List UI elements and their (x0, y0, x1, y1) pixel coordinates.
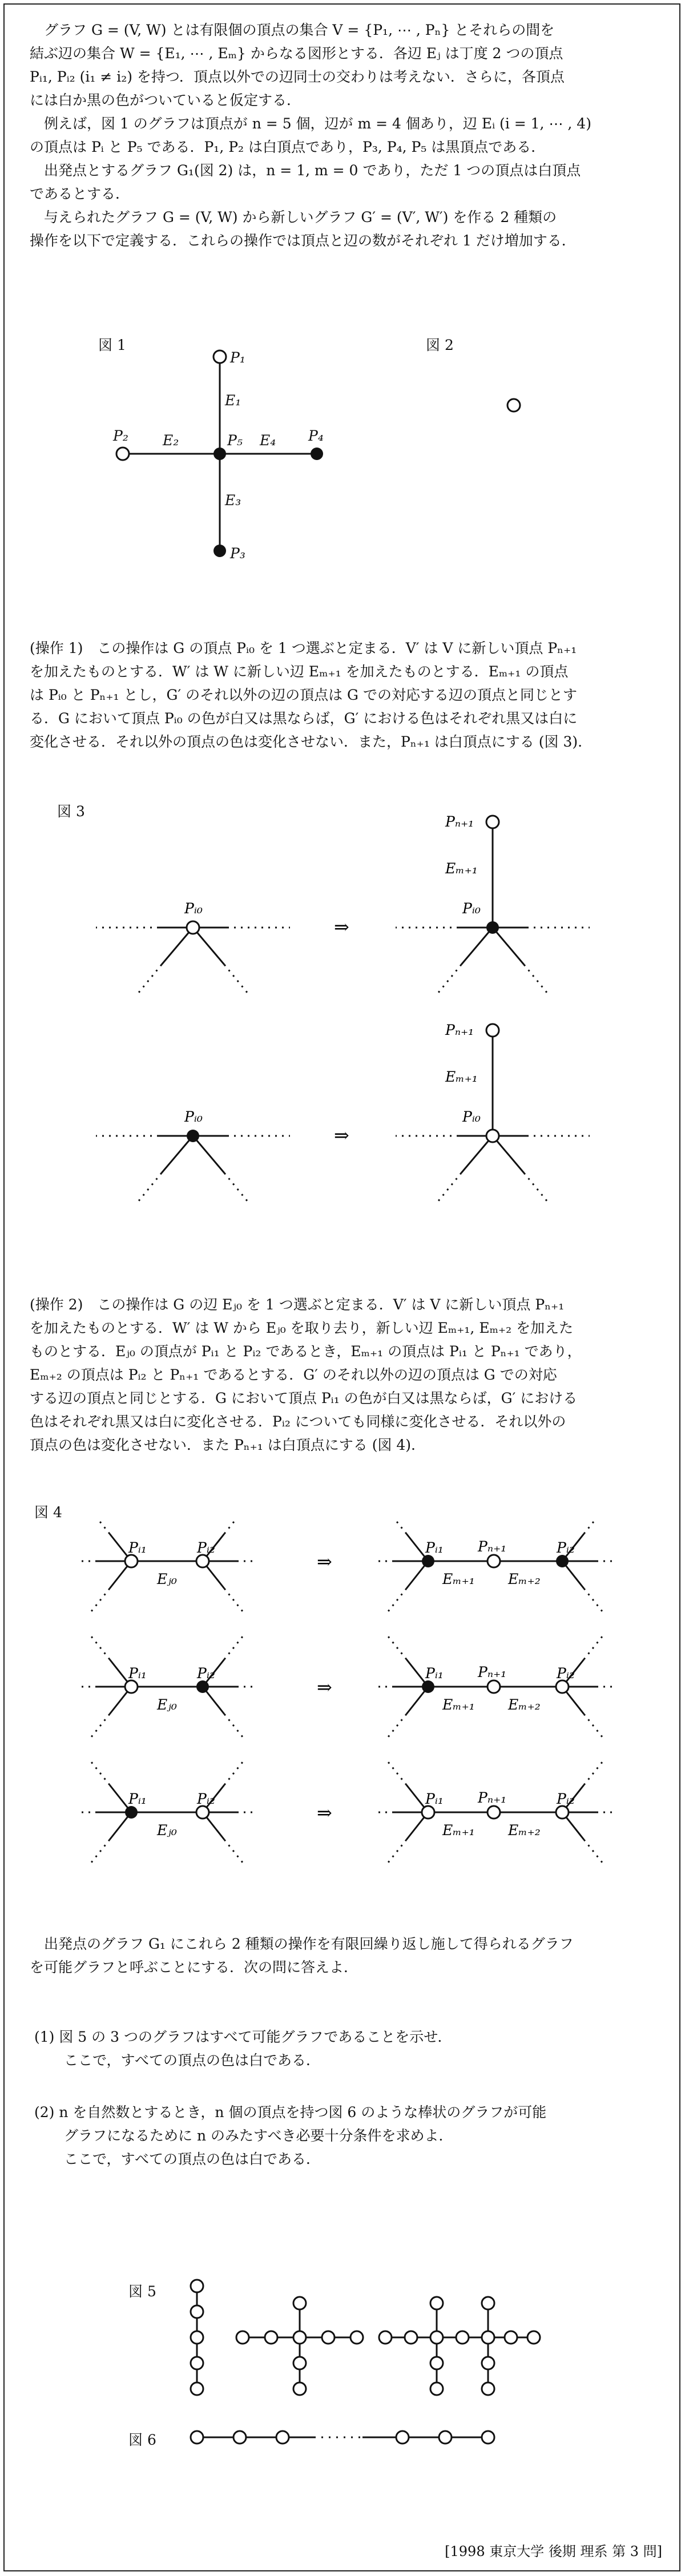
fig4-edge-dotted (91, 1589, 110, 1611)
fig4-label-em2: Eₘ₊₂ (508, 1571, 541, 1587)
text-line: (操作 2) この操作は G の辺 Eⱼ₀ を 1 つ選ぶと定まる．V′ は V に新しい頂点 Pₙ₊₁ (30, 1296, 565, 1313)
fig4-edge-dotted (388, 1636, 406, 1659)
fig1-vertex-p2 (116, 448, 129, 460)
fig6-vertex (482, 2431, 494, 2444)
fig5-graph1-vertex (191, 2305, 203, 2318)
fig5-graph3-vertex (405, 2331, 417, 2344)
fig1-label-p3: P₃ (230, 545, 245, 562)
fig1-vertex-p1 (213, 350, 226, 363)
figure-1 (0, 331, 685, 571)
fig4-edge-dotted (584, 1762, 602, 1785)
question-2 (34, 2101, 546, 2171)
fig4-label-ej0: Eⱼ₀ (157, 1571, 177, 1587)
fig2-label: 図 2 (426, 337, 454, 353)
fig4-label-pi1: Pᵢ₁ (128, 1665, 147, 1682)
fig4-edge-dotted (584, 1714, 602, 1737)
fig4-edge-dotted (91, 1714, 110, 1737)
intro-paragraph (30, 18, 658, 252)
fig4-edge-dotted (584, 1636, 602, 1659)
fig4-row2-right-pi1 (422, 1680, 434, 1693)
text-line: 出発点のグラフ G₁ にこれら 2 種類の操作を有限回繰り返し施して得られるグラフ (44, 1936, 574, 1952)
question-1-line-1: (1) 図 5 の 3 つのグラフはすべて可能グラフであることを示せ． (34, 2029, 452, 2045)
fig4-row3-right-pi2 (556, 1806, 569, 1819)
fig5-graph2-vertex (350, 2331, 363, 2344)
fig6-vertex (191, 2431, 203, 2444)
text-line: 頂点の色は変化させない．また Pₙ₊₁ は白頂点にする (図 4). (30, 1437, 416, 1453)
fig2-vertex-g1 (507, 399, 520, 412)
text-line: 例えば，図 1 のグラフは頂点が n = 5 個，辺が m = 4 個あり，辺 Eᵢ (i = 1, ⋯ , 4) (44, 115, 591, 132)
fig3-row1-arrow: ⇒ (334, 916, 349, 938)
fig3-row1-left-label: Pᵢ₀ (184, 900, 203, 917)
fig1-label-p5: P₅ (227, 432, 243, 449)
fig5-graph2-vertex (293, 2383, 306, 2395)
fig5-graph3-vertex (527, 2331, 540, 2344)
fig4-label-pi2: Pᵢ₂ (557, 1791, 575, 1807)
fig4-label-pi2: Pᵢ₂ (557, 1539, 575, 1556)
fig3-row1-right-vertex (486, 921, 499, 934)
fig1-label-p2: P₂ (113, 428, 128, 444)
text-line: る．G において頂点 Pᵢ₀ の色が白又は黒ならば，G′ における色はそれぞれ黒又は白に (30, 710, 578, 727)
fig1-label-p1: P₁ (230, 349, 245, 366)
fig3-row1-new-vertex (486, 816, 499, 828)
fig5-graph1-vertex (191, 2357, 203, 2369)
fig4-row3-right-pn1 (487, 1806, 500, 1819)
fig1-label-e4: E₄ (260, 432, 276, 449)
fig4-row3-left-pi1 (125, 1806, 138, 1819)
fig5-graph1-vertex (191, 2280, 203, 2292)
fig4-row3-left-pi2 (196, 1806, 209, 1819)
fig3-row2-left-label: Pᵢ₀ (184, 1108, 203, 1125)
text-line: を加えたものとする．W′ は W に新しい辺 Eₘ₊₁ を加えたものとする．Eₘ₊₁ の頂点 (30, 663, 569, 680)
fig3-label: 図 3 (57, 803, 85, 820)
text-line: 変化させる．それ以外の頂点の色は変化させない．また，Pₙ₊₁ は白頂点にする (図 3). (30, 733, 583, 750)
text-line: を可能グラフと呼ぶことにする．次の問に答えよ． (30, 1959, 358, 1976)
fig4-edge-dotted (388, 1518, 406, 1534)
fig6-vertex (233, 2431, 246, 2444)
fig4-row2-right-pi2 (556, 1680, 569, 1693)
fig6-vertex (396, 2431, 409, 2444)
fig4-label-pi2: Pᵢ₂ (197, 1539, 215, 1556)
fig5-graph2-vertex (293, 2357, 306, 2369)
fig5-graph1-vertex (191, 2383, 203, 2395)
text-line: 色はそれぞれ黒又は白に変化させる．Pᵢ₂ についても同様に変化させる．それ以外の (30, 1413, 566, 1430)
fig4-label-pi1: Pᵢ₁ (128, 1791, 147, 1807)
fig4-arrow: ⇒ (317, 1802, 332, 1824)
op1-paragraph (30, 636, 658, 753)
fig4-label-pi1: Pᵢ₁ (128, 1539, 147, 1556)
fig3-row2-arrow: ⇒ (334, 1124, 349, 1146)
fig4-label-pi2: Pᵢ₂ (197, 1791, 215, 1807)
question-2-line-1: (2) n を自然数とするとき，n 個の頂点を持つ図 6 のような棒状のグラフが可能 (34, 2104, 547, 2121)
fig5-graph3-vertex (430, 2331, 443, 2344)
fig1-vertex-p4 (311, 448, 323, 460)
question-2-line-2: グラフになるために n のみたすべき必要十分条件を求めよ． (64, 2127, 453, 2144)
text-line: を加えたものとする．W′ は W から Eⱼ₀ を取り去り，新しい辺 Eₘ₊₁, Eₘ₊₂ を加えた (30, 1320, 574, 1336)
fig4-row2-left-pi1 (125, 1680, 138, 1693)
fig4-row1-left-pi1 (125, 1555, 138, 1567)
fig1-label: 図 1 (98, 337, 126, 353)
fig4-label-pi2: Pᵢ₂ (197, 1665, 215, 1682)
text-line: グラフ G = (V, W) とは有限個の頂点の集合 V = {P₁, ⋯ , Pₙ} とそれらの間を (44, 22, 555, 38)
text-line: Eₘ₊₂ の頂点は Pᵢ₂ と Pₙ₊₁ であるとする．G′ のそれ以外の辺の頂点は G での対応 (30, 1366, 557, 1383)
figure-4 (0, 1518, 685, 1884)
closing-paragraph (30, 1932, 658, 1979)
fig4-edge-dotted (584, 1840, 602, 1863)
fig5-graph2-vertex (322, 2331, 335, 2344)
text-line: は Pᵢ₀ と Pₙ₊₁ とし，G′ のそれ以外の辺の頂点は G での対応する辺の頂点と同じとす (30, 687, 577, 703)
fig4-edge-dotted (91, 1518, 110, 1534)
fig3-row2-new-vertex (486, 1024, 499, 1037)
source-citation: [1998 東京大学 後期 理系 第 3 問] (445, 2543, 662, 2559)
fig4-edge-dotted (91, 1840, 110, 1863)
fig4-edge-dotted (584, 1589, 602, 1611)
fig5-graph3-vertex (456, 2331, 469, 2344)
fig5-label: 図 5 (128, 2283, 156, 2300)
fig4-edge-dotted (388, 1762, 406, 1785)
fig3-row1-pn1-label: Pₙ₊₁ (445, 813, 474, 830)
fig1-vertex-p5 (213, 448, 226, 460)
figure-5-6 (0, 2277, 685, 2460)
fig1-vertex-p3 (213, 545, 226, 557)
text-line: 操作を以下で定義する．これらの操作では頂点と辺の数がそれぞれ 1 だけ増加する． (30, 232, 576, 249)
fig1-label-e3: E₃ (225, 492, 241, 509)
fig1-label-e2: E₂ (163, 432, 179, 449)
text-line: には白か黒の色がついていると仮定する． (30, 92, 301, 108)
text-line: (操作 1) この操作は G の頂点 Pᵢ₀ を 1 つ選ぶと定まる．V′ は V に新しい頂点 Pₙ₊₁ (30, 640, 577, 656)
fig4-label-em2: Eₘ₊₂ (508, 1822, 541, 1839)
fig3-row2-right-graph (396, 1136, 590, 1204)
fig3-row2-pn1-label: Pₙ₊₁ (445, 1022, 474, 1038)
fig4-label-pi1: Pᵢ₁ (425, 1665, 444, 1682)
fig4-label: 図 4 (34, 1504, 62, 1521)
fig4-label-ej0: Eⱼ₀ (157, 1696, 177, 1713)
fig4-edge-dotted (91, 1762, 110, 1785)
fig4-row1-right-pn1 (487, 1555, 500, 1567)
fig5-graph3-vertex (482, 2297, 494, 2309)
fig6-vertex (439, 2431, 452, 2444)
text-line: する辺の頂点と同じとする．G において頂点 Pᵢ₁ の色が白又は黒ならば，G′ における (30, 1390, 578, 1406)
fig4-edge-dotted (224, 1714, 243, 1737)
fig4-label-em1: Eₘ₊₁ (442, 1696, 475, 1713)
fig4-label-pn1: Pₙ₊₁ (478, 1789, 507, 1806)
fig4-arrow: ⇒ (317, 1551, 332, 1573)
fig4-label-pi2: Pᵢ₂ (557, 1665, 575, 1682)
fig4-label-pn1: Pₙ₊₁ (478, 1664, 507, 1680)
fig3-row2-left-vertex (187, 1130, 199, 1142)
text-line: の頂点は Pᵢ と P₅ である．P₁, P₂ は白頂点であり，P₃, P₄, P₅ は黒頂点である． (30, 139, 546, 155)
fig3-row1-em1-label: Eₘ₊₁ (445, 860, 478, 877)
fig4-row2-left-pi2 (196, 1680, 209, 1693)
fig5-graph3-vertex (482, 2383, 494, 2395)
fig3-row2-pi0-label: Pᵢ₀ (462, 1108, 481, 1125)
fig5-graph3-vertex (379, 2331, 392, 2344)
question-1 (34, 2025, 452, 2072)
fig3-row1-left-vertex (187, 921, 199, 934)
fig6-label: 図 6 (128, 2432, 156, 2448)
fig4-label-pi1: Pᵢ₁ (425, 1539, 444, 1556)
fig4-edge-dotted (388, 1589, 406, 1611)
fig4-edge-dotted (388, 1840, 406, 1863)
fig4-label-em2: Eₘ₊₂ (508, 1696, 541, 1713)
fig5-graph2-vertex (265, 2331, 277, 2344)
text-line: ものとする．Eⱼ₀ の頂点が Pᵢ₁ と Pᵢ₂ であるとき，Eₘ₊₁ の頂点は Pᵢ₁ と Pₙ₊₁ であり， (30, 1343, 582, 1360)
fig4-edge-dotted (224, 1589, 243, 1611)
fig4-edge-dotted (388, 1714, 406, 1737)
fig3-row1-pi0-label: Pᵢ₀ (462, 900, 481, 917)
fig4-edge-dotted (224, 1518, 243, 1534)
fig3-row2-em1-label: Eₘ₊₁ (445, 1069, 478, 1085)
fig5-graph3-vertex (505, 2331, 517, 2344)
fig4-label-ej0: Eⱼ₀ (157, 1822, 177, 1839)
fig4-row1-left-pi2 (196, 1555, 209, 1567)
fig4-edge-dotted (91, 1636, 110, 1659)
fig4-label-em1: Eₘ₊₁ (442, 1571, 475, 1587)
fig1-label-e1: E₁ (225, 392, 241, 409)
fig4-arrow: ⇒ (317, 1676, 332, 1698)
fig3-row2-left-graph (96, 1136, 290, 1204)
text-line: 結ぶ辺の集合 W = {E₁, ⋯ , Eₘ} からなる図形とする．各辺 Eⱼ は丁度 2 つの頂点 (30, 45, 563, 62)
fig5-graph2-vertex (293, 2297, 306, 2309)
text-line: Pᵢ₁, Pᵢ₂ (i₁ ≠ i₂) を持つ．頂点以外での辺同士の交わりは考えない．さらに，各頂点 (30, 68, 565, 85)
text-line: 出発点とするグラフ G₁(図 2) は，n = 1, m = 0 であり，ただ 1 つの頂点は白頂点 (44, 162, 581, 179)
text-line: 与えられたグラフ G = (V, W) から新しいグラフ G′ = (V′, W′) を作る 2 種類の (44, 209, 557, 225)
fig5-graph2-vertex (236, 2331, 249, 2344)
fig4-edge-dotted (224, 1762, 243, 1785)
fig5-graph3-vertex (430, 2297, 443, 2309)
fig4-edge-dotted (224, 1636, 243, 1659)
fig5-graph3-vertex (430, 2357, 443, 2369)
fig4-edge-dotted (584, 1518, 602, 1534)
fig4-row1-right-pi2 (556, 1555, 569, 1567)
fig4-label-em1: Eₘ₊₁ (442, 1822, 475, 1839)
fig5-graph2-vertex (293, 2331, 306, 2344)
fig4-row1-right-pi1 (422, 1555, 434, 1567)
fig3-row1-right-graph (396, 928, 590, 996)
fig1-label-p4: P₄ (308, 428, 324, 444)
question-1-line-2: ここで，すべての頂点の色は白である． (64, 2052, 321, 2069)
fig5-graph3-vertex (430, 2383, 443, 2395)
fig4-label-pn1: Pₙ₊₁ (478, 1538, 507, 1555)
figure-3 (0, 799, 685, 1210)
text-line: であるとする． (30, 186, 130, 202)
fig4-row3-right-pi1 (422, 1806, 434, 1819)
fig4-edge-dotted (224, 1840, 243, 1863)
fig6-vertex (276, 2431, 289, 2444)
fig5-graph3-vertex (482, 2331, 494, 2344)
fig4-row2-right-pn1 (487, 1680, 500, 1693)
fig5-graph1-vertex (191, 2331, 203, 2344)
fig4-label-pi1: Pᵢ₁ (425, 1791, 444, 1807)
fig5-graph3-vertex (482, 2357, 494, 2369)
question-2-line-3: ここで，すべての頂点の色は白である． (64, 2151, 321, 2167)
fig3-row2-right-vertex (486, 1130, 499, 1142)
op2-paragraph (30, 1293, 658, 1457)
fig3-row1-left-graph (96, 928, 290, 996)
